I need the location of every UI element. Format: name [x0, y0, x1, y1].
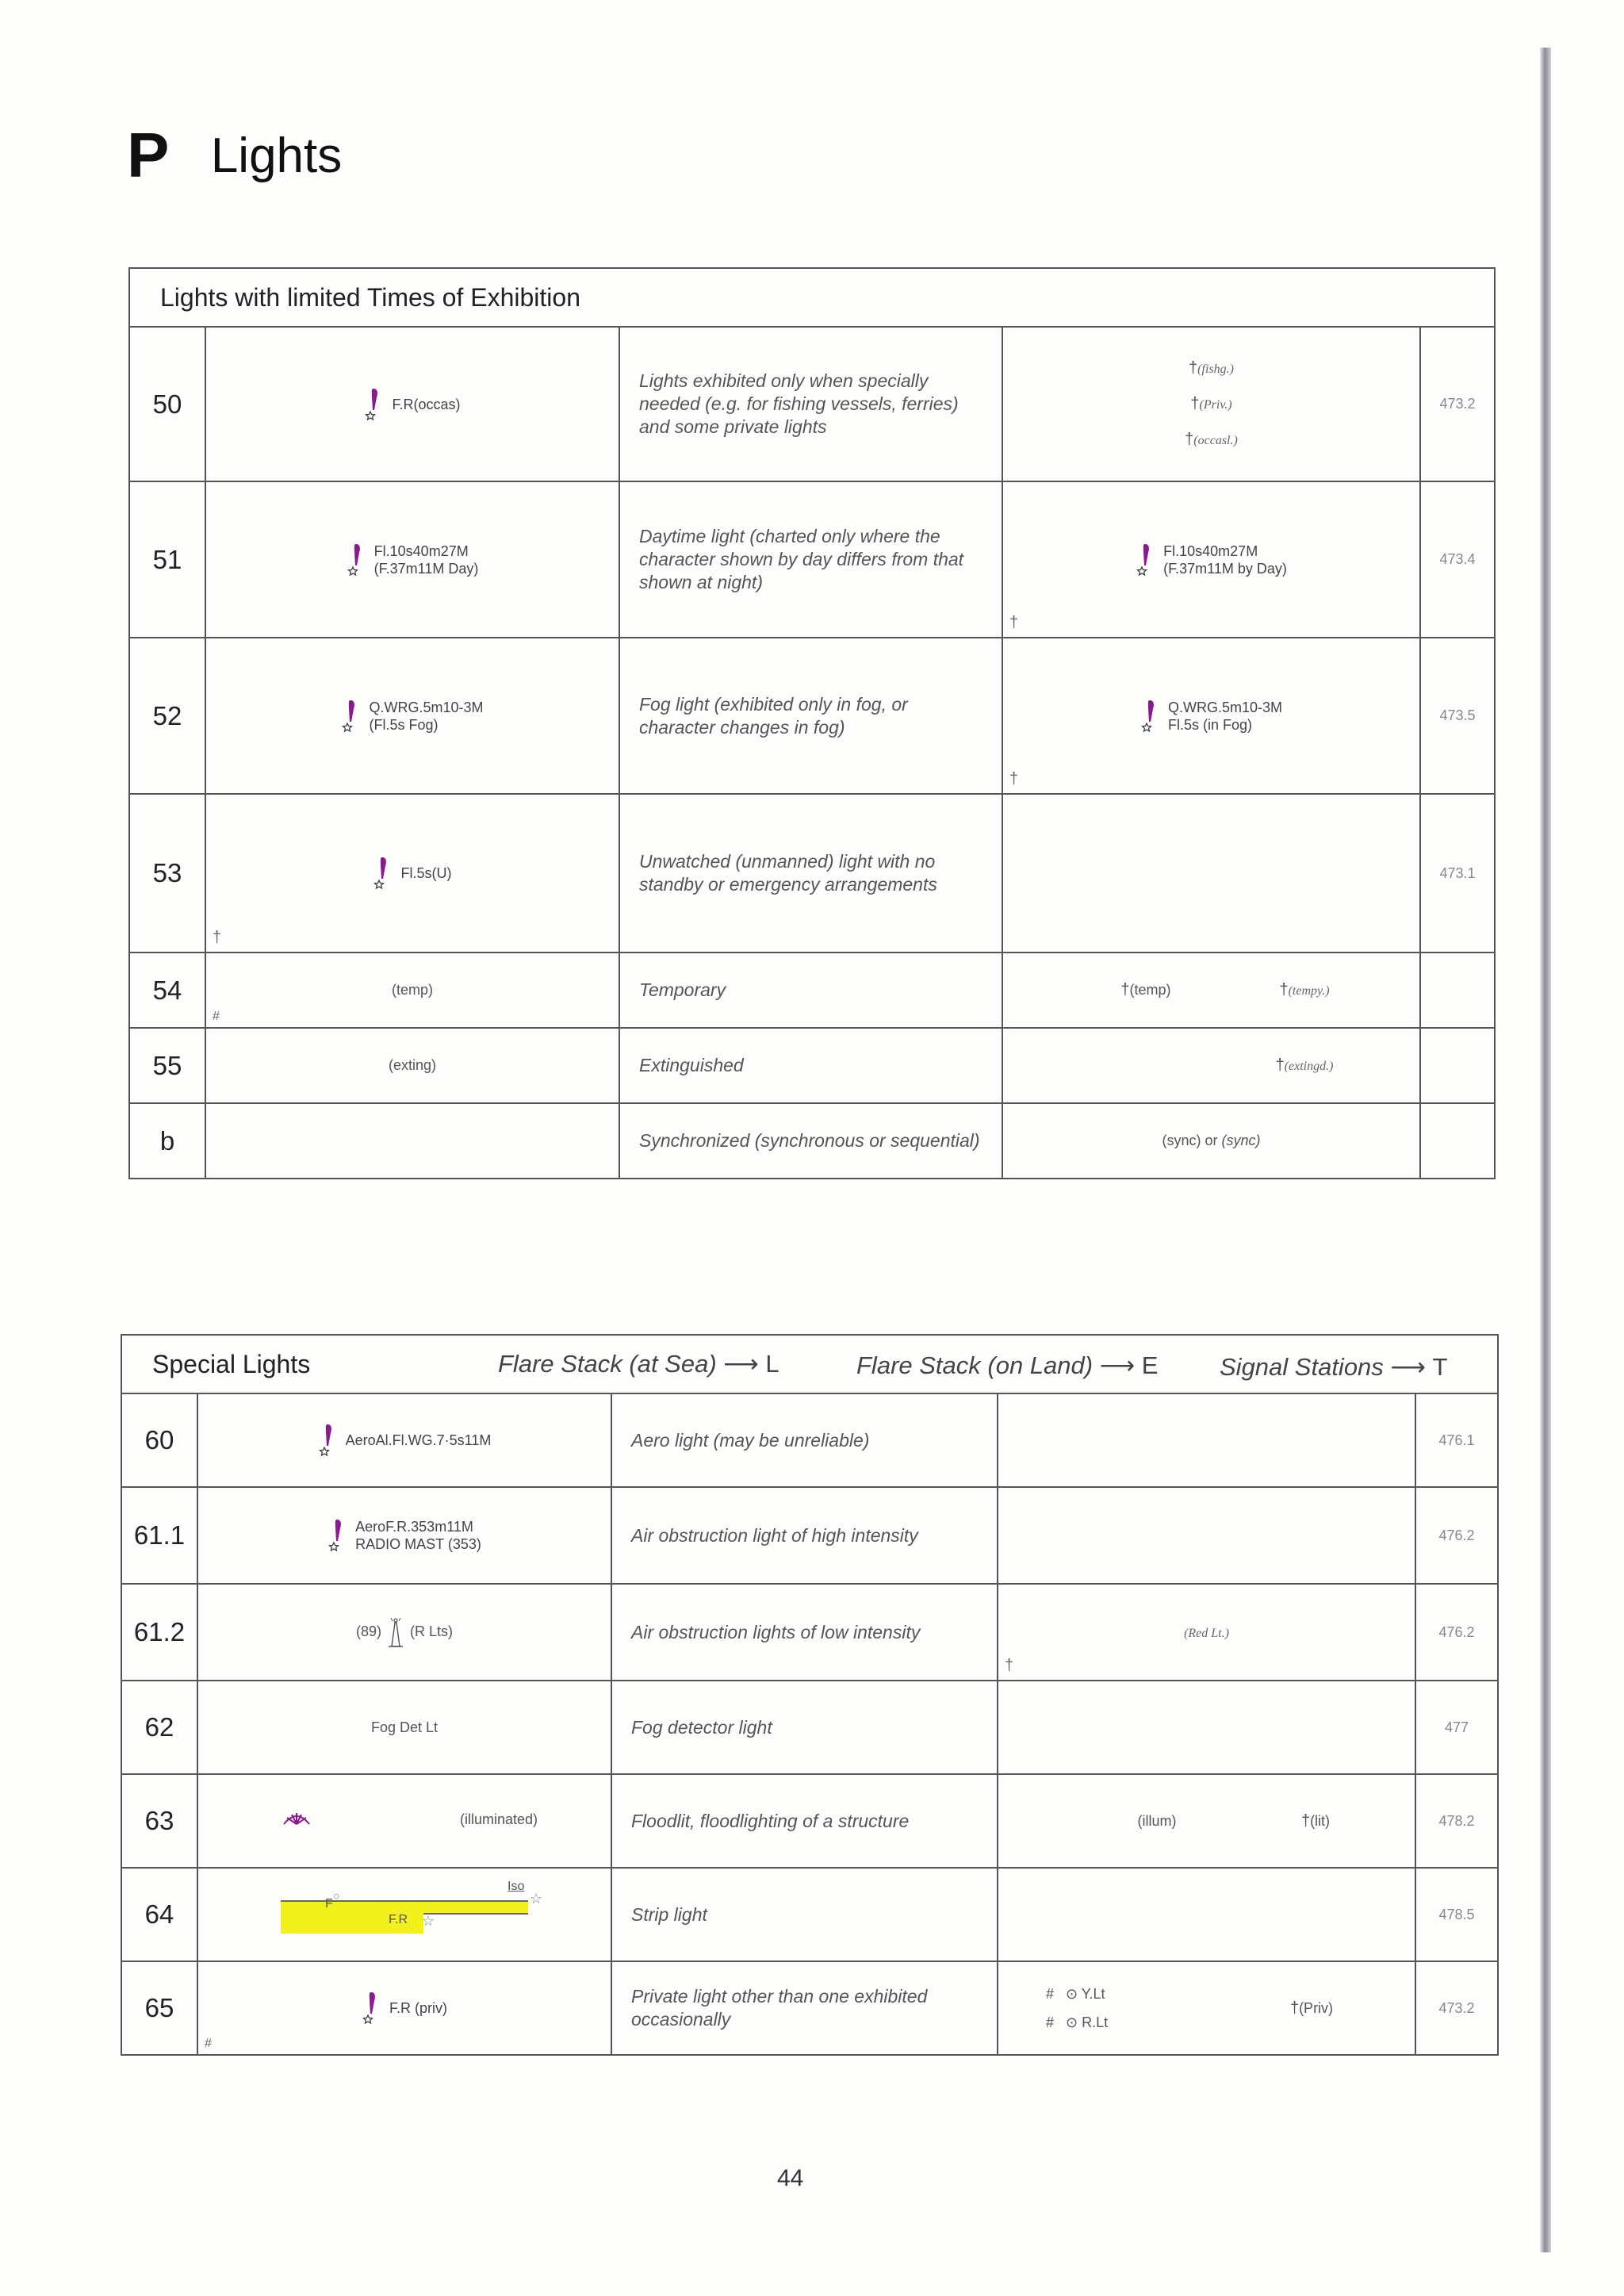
chart-label: (Priv)	[1299, 1999, 1334, 2016]
table-row	[121, 1584, 1498, 1681]
row-number: 65	[121, 1961, 197, 2055]
table-row	[121, 1868, 1498, 1961]
special-lights-table	[121, 1334, 1499, 2056]
strip-label-f: F	[325, 1897, 333, 1911]
strip-light-extension	[423, 1900, 528, 1915]
chart-label: Q.WRG.5m10-3M	[1167, 699, 1283, 715]
circle-icon: ○	[333, 1889, 340, 1902]
section-title: Lights with limited Times of Exhibition	[129, 268, 1495, 327]
cross-ref-flare-land	[856, 1351, 1158, 1380]
chart-cell	[998, 1393, 1415, 1487]
description: Extinguished	[619, 1028, 1002, 1103]
table-row	[129, 794, 1495, 953]
dagger-icon: †	[1009, 614, 1019, 631]
arrow-icon: ⟶	[1390, 1353, 1426, 1381]
dagger-icon: †	[1005, 1657, 1014, 1674]
table-row	[121, 1681, 1498, 1774]
cross-ref-target: L	[765, 1350, 779, 1378]
cross-ref-target: T	[1432, 1353, 1448, 1381]
chart-label: (tempy.)	[1288, 984, 1330, 998]
symbol-label: F.R(occas)	[392, 396, 461, 412]
symbol-label: (exting)	[205, 1028, 619, 1103]
symbol-cell	[197, 1393, 611, 1487]
symbol-cell	[197, 1868, 611, 1961]
chart-label: Fl.10s40m27M	[1163, 542, 1258, 559]
symbol-label: Q.WRG.5m10-3M	[369, 699, 484, 715]
symbol-cell	[197, 1584, 611, 1681]
section-header	[121, 1335, 1498, 1393]
cross-ref-signal-stations	[1220, 1353, 1447, 1382]
chart-label: (temp)	[1129, 982, 1171, 998]
dagger-icon: †	[1300, 1811, 1311, 1830]
symbol-cell	[205, 1103, 619, 1179]
symbol-label: (89)	[355, 1623, 381, 1639]
section-letter: P	[127, 120, 170, 190]
row-number: 62	[121, 1681, 197, 1774]
symbol-cell	[205, 953, 619, 1028]
hash-icon: #	[1045, 1986, 1054, 2002]
table-row	[121, 1393, 1498, 1487]
dagger-icon: †	[1190, 395, 1200, 412]
symbol-label: Fl.10s40m27M	[373, 542, 469, 559]
symbol-cell	[205, 638, 619, 794]
reference-number: 473.5	[1420, 638, 1495, 794]
arrow-icon: ⟶	[1099, 1351, 1136, 1379]
table-row	[121, 1961, 1498, 2055]
row-number: 51	[129, 481, 205, 638]
reference-number: 473.4	[1420, 481, 1495, 638]
symbol-sublabel: (R Lts)	[410, 1623, 454, 1639]
chart-label: (sync) or	[1162, 1133, 1218, 1148]
reference-number: 476.2	[1415, 1487, 1498, 1584]
chart-cell	[998, 1961, 1415, 2055]
light-flare-icon	[347, 542, 367, 577]
description: Fog detector light	[611, 1681, 998, 1774]
strip-light-top-edge	[281, 1900, 425, 1902]
chart-sublabel: (F.37m11M by Day)	[1163, 560, 1287, 577]
chart-label: (illum)	[1137, 1812, 1177, 1829]
light-flare-icon	[341, 699, 362, 734]
symbol-label: Fog Det Lt	[197, 1681, 611, 1774]
chart-label: Y.Lt	[1081, 1986, 1105, 2002]
reference-number: 473.2	[1415, 1961, 1498, 2055]
symbol-cell	[205, 327, 619, 481]
light-flare-icon	[318, 1423, 339, 1458]
section-title: Special Lights	[152, 1349, 311, 1378]
symbol-label: Fl.5s(U)	[400, 865, 452, 881]
reference-number: 478.2	[1415, 1774, 1498, 1868]
page-header	[127, 119, 342, 192]
obstruction-mast-icon	[385, 1616, 406, 1648]
dagger-icon: †	[213, 929, 222, 946]
chart-label: (extingd.)	[1284, 1060, 1334, 1073]
symbol-cell	[197, 1774, 611, 1868]
row-number: 61.2	[121, 1584, 197, 1681]
chart-label: (occasl.)	[1193, 434, 1238, 447]
chart-cell	[1002, 327, 1420, 481]
page-edge-shadow	[1540, 48, 1551, 2252]
chart-cell	[1002, 1103, 1420, 1179]
description: Synchronized (synchronous or sequential)	[619, 1103, 1002, 1179]
row-number: 63	[121, 1774, 197, 1868]
row-number: 52	[129, 638, 205, 794]
symbol-label: F.R (priv)	[389, 2000, 447, 2016]
light-flare-icon	[1136, 542, 1156, 577]
table-row	[129, 327, 1495, 481]
chart-cell	[1002, 953, 1420, 1028]
reference-number: 476.2	[1415, 1584, 1498, 1681]
symbol-label: (temp)	[391, 982, 433, 998]
reference-number	[1420, 1028, 1495, 1103]
symbol-sublabel: (F.37m11M Day)	[373, 560, 479, 577]
row-number: 50	[129, 327, 205, 481]
light-flare-icon	[364, 387, 385, 422]
chart-label: (sync)	[1221, 1133, 1261, 1148]
symbol-cell	[205, 481, 619, 638]
hash-icon: #	[1045, 2014, 1054, 2030]
chart-label: R.Lt	[1082, 2014, 1109, 2030]
symbol-label: AeroAl.Fl.WG.7·5s11M	[345, 1432, 492, 1448]
row-number: 55	[129, 1028, 205, 1103]
row-number: 53	[129, 794, 205, 953]
chart-cell	[1002, 1028, 1420, 1103]
hash-icon: #	[205, 2037, 212, 2050]
chart-sublabel: Fl.5s (in Fog)	[1167, 716, 1253, 733]
symbol-cell	[197, 1961, 611, 2055]
symbol-label: (illuminated)	[460, 1811, 538, 1827]
table-row	[129, 1028, 1495, 1103]
circle-dot-icon: ⊙	[1066, 2014, 1078, 2030]
light-flare-icon	[362, 1991, 382, 2026]
symbol-cell	[205, 794, 619, 953]
reference-number: 476.1	[1415, 1393, 1498, 1487]
dagger-icon: †	[1189, 359, 1198, 377]
page-title: Lights	[210, 128, 343, 183]
row-number: 64	[121, 1868, 197, 1961]
row-number: 60	[121, 1393, 197, 1487]
table-row	[129, 481, 1495, 638]
chart-label: (Red Lt.)	[1184, 1626, 1229, 1640]
cross-ref-label: Flare Stack (at Sea)	[498, 1350, 717, 1378]
chart-cell	[1002, 638, 1420, 794]
star-icon: ☆	[530, 1891, 543, 1907]
light-flare-icon	[373, 856, 393, 891]
reference-number: 478.5	[1415, 1868, 1498, 1961]
description: Unwatched (unmanned) light with no standby or emergency arrangements	[619, 794, 1002, 953]
chart-cell	[998, 1868, 1415, 1961]
description: Daytime light (charted only where the character shown by day differs from that shown at night)	[619, 481, 1002, 638]
star-icon: ☆	[422, 1913, 435, 1929]
chart-cell	[998, 1774, 1415, 1868]
chart-cell	[998, 1681, 1415, 1774]
dagger-icon: †	[1279, 981, 1289, 999]
description: Strip light	[611, 1868, 998, 1961]
description: Floodlit, floodlighting of a structure	[611, 1774, 998, 1868]
reference-number	[1420, 953, 1495, 1028]
chart-label: (Priv.)	[1199, 398, 1232, 412]
dagger-icon: †	[1120, 981, 1130, 999]
dagger-icon: †	[1275, 1056, 1285, 1074]
reference-number: 477	[1415, 1681, 1498, 1774]
light-flare-icon	[327, 1518, 348, 1553]
cross-ref-label: Flare Stack (on Land)	[856, 1351, 1094, 1379]
dagger-icon: †	[1289, 1999, 1300, 2017]
arrow-icon: ⟶	[723, 1350, 759, 1378]
chart-label: (lit)	[1310, 1812, 1331, 1829]
light-flare-icon	[1140, 699, 1161, 734]
dagger-icon: †	[1009, 770, 1019, 788]
row-number: b	[129, 1103, 205, 1179]
description: Air obstruction light of high intensity	[611, 1487, 998, 1584]
row-number: 61.1	[121, 1487, 197, 1584]
strip-label-iso: Iso	[508, 1880, 525, 1893]
hash-icon: #	[213, 1010, 220, 1023]
chart-cell	[1002, 481, 1420, 638]
chart-cell	[1002, 794, 1420, 953]
description: Air obstruction lights of low intensity	[611, 1584, 998, 1681]
chart-label: (fishg.)	[1197, 362, 1234, 376]
page-number: 44	[777, 2165, 804, 2191]
symbol-label: AeroF.R.353m11M	[355, 1519, 473, 1535]
table-row	[129, 953, 1495, 1028]
reference-number	[1420, 1103, 1495, 1179]
description: Fog light (exhibited only in fog, or character changes in fog)	[619, 638, 1002, 794]
description: Private light other than one exhibited occasionally	[611, 1961, 998, 2055]
chart-cell	[998, 1584, 1415, 1681]
floodlight-icon	[281, 1810, 312, 1829]
cross-ref-target: E	[1141, 1351, 1159, 1379]
symbol-sublabel: (Fl.5s Fog)	[369, 716, 439, 733]
strip-label-fr: F.R	[389, 1913, 408, 1926]
limited-times-table	[128, 267, 1496, 1179]
description: Lights exhibited only when specially needed (e.g. for fishing vessels, ferries) and some private lights	[619, 327, 1002, 481]
reference-number: 473.1	[1420, 794, 1495, 953]
table-row	[129, 638, 1495, 794]
description: Temporary	[619, 953, 1002, 1028]
symbol-sublabel: RADIO MAST (353)	[355, 1536, 481, 1552]
cross-ref-label: Signal Stations	[1220, 1353, 1384, 1381]
table-row	[121, 1774, 1498, 1868]
row-number: 54	[129, 953, 205, 1028]
cross-ref-flare-sea	[498, 1350, 779, 1378]
table-row	[129, 1103, 1495, 1179]
reference-number: 473.2	[1420, 327, 1495, 481]
dagger-icon: †	[1185, 431, 1194, 448]
circle-dot-icon: ⊙	[1066, 1986, 1078, 2002]
symbol-cell	[197, 1487, 611, 1584]
table-row	[121, 1487, 1498, 1584]
chart-cell	[998, 1487, 1415, 1584]
description: Aero light (may be unreliable)	[611, 1393, 998, 1487]
